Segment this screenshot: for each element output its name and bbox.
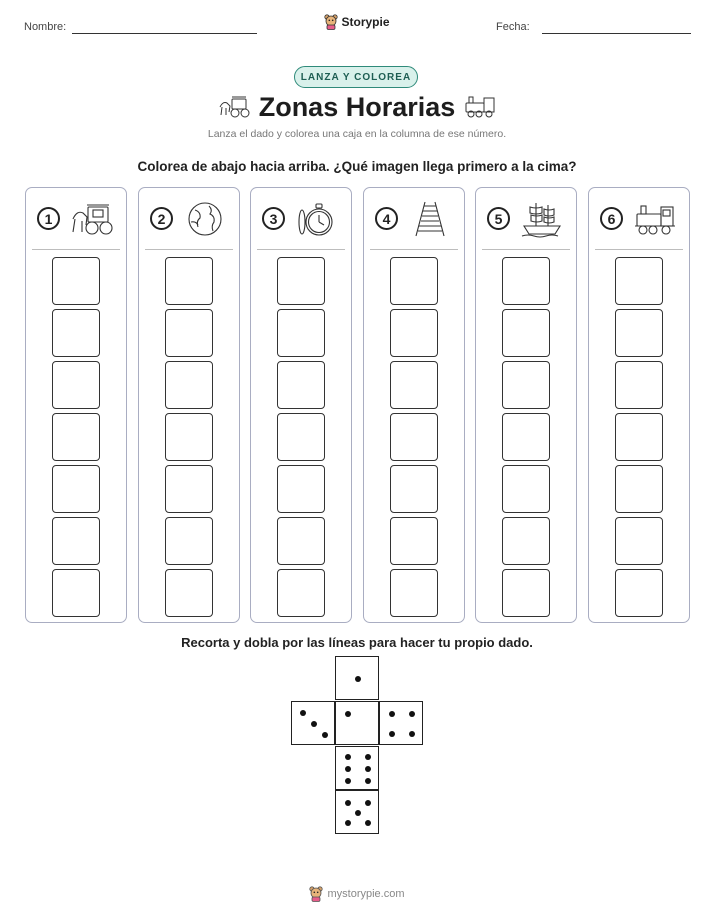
die-pip: [365, 754, 371, 760]
activity-badge: LANZA Y COLOREA: [294, 66, 418, 88]
color-box[interactable]: [165, 569, 213, 617]
die-pip: [300, 710, 306, 716]
color-box[interactable]: [277, 465, 325, 513]
color-box[interactable]: [165, 257, 213, 305]
die-pip: [345, 820, 351, 826]
die-pip: [409, 711, 415, 717]
brand-name: Storypie: [341, 15, 390, 29]
column-number: 5: [487, 207, 510, 230]
die-pip: [389, 711, 395, 717]
color-box[interactable]: [502, 413, 550, 461]
pocket-watch-icon: [295, 200, 339, 238]
color-box[interactable]: [615, 361, 663, 409]
color-box[interactable]: [52, 465, 100, 513]
horse-carriage-icon: [70, 200, 114, 238]
die-pip: [365, 820, 371, 826]
color-box[interactable]: [502, 517, 550, 565]
color-box[interactable]: [52, 361, 100, 409]
color-box[interactable]: [277, 309, 325, 357]
color-box[interactable]: [502, 309, 550, 357]
die-pip: [345, 711, 351, 717]
color-box[interactable]: [165, 361, 213, 409]
color-box[interactable]: [52, 257, 100, 305]
steam-locomotive-icon: [463, 95, 497, 119]
die-pip: [311, 721, 317, 727]
color-box[interactable]: [52, 309, 100, 357]
color-box[interactable]: [502, 361, 550, 409]
color-box[interactable]: [390, 257, 438, 305]
color-box[interactable]: [165, 517, 213, 565]
die-pip: [345, 800, 351, 806]
die-pip: [322, 732, 328, 738]
color-box[interactable]: [277, 361, 325, 409]
color-box[interactable]: [615, 257, 663, 305]
footer: [0, 886, 714, 902]
die-face-3: [291, 701, 335, 745]
die-pip: [365, 766, 371, 772]
column-1: [25, 187, 127, 623]
subtitle: Lanza el dado y colorea una caja en la columna de ese número.: [207, 128, 507, 140]
column-header: [139, 188, 239, 250]
bear-mascot-icon: [309, 886, 323, 902]
color-box[interactable]: [165, 413, 213, 461]
color-box[interactable]: [390, 517, 438, 565]
die-pip: [345, 778, 351, 784]
die-pip: [355, 810, 361, 816]
column-header: [364, 188, 464, 250]
railroad-track-icon: [408, 200, 452, 238]
die-face-1: [335, 701, 379, 745]
color-box[interactable]: [390, 569, 438, 617]
name-label: Nombre:: [24, 21, 67, 33]
column-number: 3: [262, 207, 285, 230]
color-box[interactable]: [277, 569, 325, 617]
sailing-ship-icon: [520, 200, 564, 238]
color-box[interactable]: [390, 361, 438, 409]
column-header: [589, 188, 689, 250]
die-pip: [365, 800, 371, 806]
color-box[interactable]: [390, 309, 438, 357]
color-box[interactable]: [165, 309, 213, 357]
bear-mascot-icon: [324, 14, 338, 30]
color-box[interactable]: [52, 569, 100, 617]
color-box[interactable]: [277, 517, 325, 565]
steam-locomotive-icon: [633, 200, 677, 238]
date-line[interactable]: [542, 33, 691, 34]
brand-logo: [0, 14, 714, 30]
die-pip: [345, 754, 351, 760]
column-4: [363, 187, 465, 623]
instruction-top: Colorea de abajo hacia arriba. ¿Qué imagen llega primero a la cima?: [137, 159, 577, 174]
die-face-5: [335, 790, 379, 834]
column-5: [475, 187, 577, 623]
die-pip: [409, 731, 415, 737]
color-box[interactable]: [165, 465, 213, 513]
color-box[interactable]: [502, 569, 550, 617]
column-number: 1: [37, 207, 60, 230]
column-header: [476, 188, 576, 250]
footer-url: mystorypie.com: [327, 888, 405, 900]
die-face-4: [379, 701, 423, 745]
color-box[interactable]: [502, 465, 550, 513]
column-number: 2: [150, 207, 173, 230]
name-line[interactable]: [72, 33, 257, 34]
color-box[interactable]: [615, 569, 663, 617]
color-box[interactable]: [390, 413, 438, 461]
column-6: [588, 187, 690, 623]
color-box[interactable]: [615, 517, 663, 565]
die-face-1: [335, 656, 379, 700]
column-header: [26, 188, 126, 250]
die-face-6: [335, 746, 379, 790]
color-box[interactable]: [615, 309, 663, 357]
column-number: 4: [375, 207, 398, 230]
column-2: [138, 187, 240, 623]
color-box[interactable]: [52, 413, 100, 461]
die-pip: [389, 731, 395, 737]
color-box[interactable]: [277, 257, 325, 305]
color-box[interactable]: [615, 465, 663, 513]
die-pip: [355, 676, 361, 682]
die-pip: [365, 778, 371, 784]
color-box[interactable]: [502, 257, 550, 305]
column-3: [250, 187, 352, 623]
color-box[interactable]: [390, 465, 438, 513]
instruction-bottom: Recorta y dobla por las líneas para hacer tu propio dado.: [181, 635, 533, 650]
column-header: [251, 188, 351, 250]
page-title: Zonas Horarias: [258, 92, 456, 122]
column-number: 6: [600, 207, 623, 230]
color-box[interactable]: [277, 413, 325, 461]
color-box[interactable]: [615, 413, 663, 461]
globe-icon: [183, 200, 227, 238]
die-pip: [345, 766, 351, 772]
date-label: Fecha:: [496, 21, 530, 33]
color-box[interactable]: [52, 517, 100, 565]
